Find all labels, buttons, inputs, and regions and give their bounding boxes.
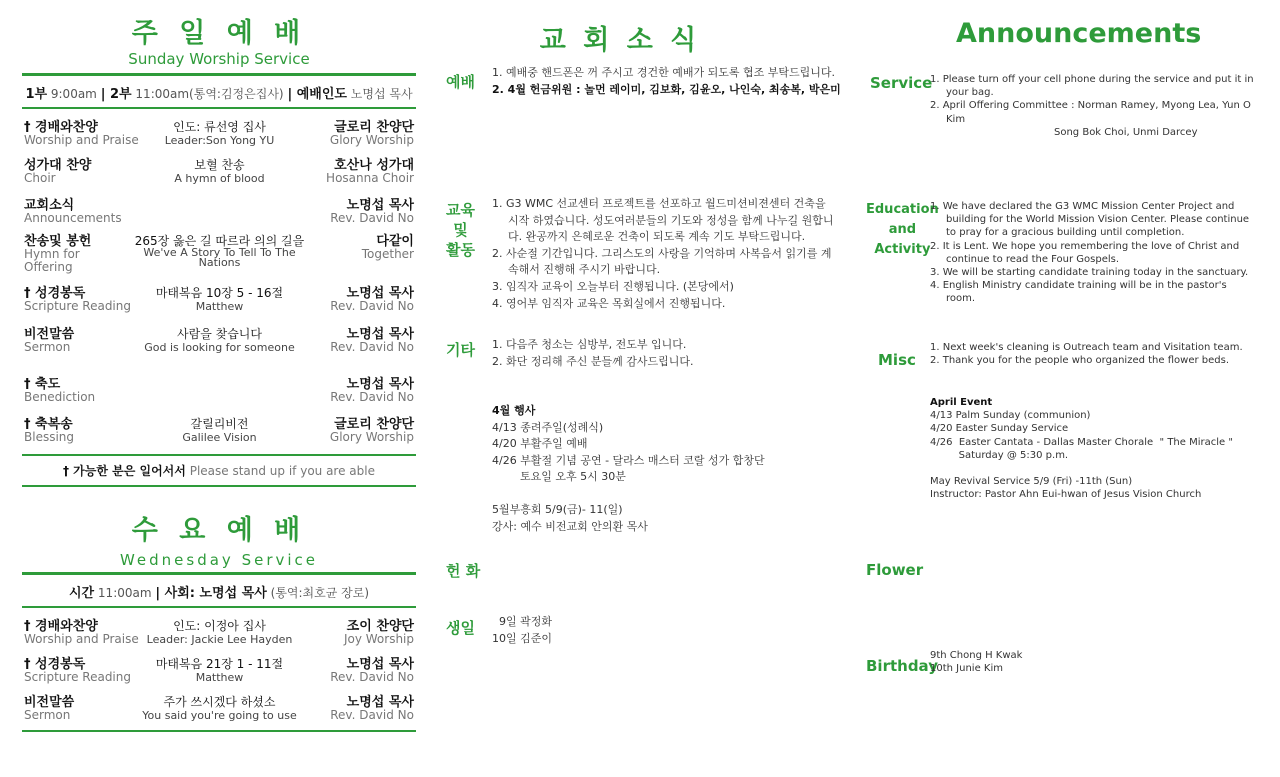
service-order-row	[22, 199, 416, 235]
list-item: Instructor: Pastor Ahn Eui-hwan of Jesus Vision Church	[930, 489, 1202, 501]
misc-list	[930, 341, 1260, 367]
item-name-en: Sermon	[24, 708, 71, 722]
item-detail	[132, 328, 307, 354]
item-leader-en: Rev. David No	[330, 211, 414, 225]
list-item: 2. 화단 정리해 주신 분들께 감사드립니다.	[492, 354, 694, 368]
section-label-education: 교육 및 활동	[446, 201, 475, 259]
item-name-en: Worship and Praise	[24, 632, 139, 646]
item-name-ko: 비전말씀	[24, 695, 75, 710]
time-value: 11:00am	[97, 586, 152, 600]
item-detail-en: We've A Story To Tell To The Nations	[143, 246, 296, 269]
birthday-list	[930, 649, 1130, 675]
item-detail-ko: 갈릴리비전	[190, 417, 249, 431]
wednesday-order-list	[22, 620, 416, 734]
service-order-row	[22, 620, 416, 658]
list-item: 4. English Ministry candidate training will be in the pastor's room.	[930, 280, 1227, 305]
item-leader-en: Glory Worship	[329, 133, 414, 147]
item-leader-ko: 조이 찬양단	[346, 619, 414, 634]
item-name-ko: 찬송및 봉헌	[24, 234, 92, 249]
item-leader-ko: 노명섭 목사	[346, 198, 414, 213]
divider	[22, 107, 416, 109]
item-name-ko: 성가대 찬양	[24, 158, 92, 173]
item-detail-en: Leader:Son Yong YU	[164, 134, 275, 147]
list-item: 4. 영어부 임직자 교육은 목회실에서 진행됩니다.	[492, 296, 726, 310]
standup-note-en: Please stand up if you are able	[189, 464, 375, 478]
church-news-ko	[440, 0, 860, 777]
section-label-education: Education and Activity	[866, 202, 939, 257]
item-detail	[132, 620, 307, 646]
interpreter: (통역:최호균 장로)	[270, 586, 370, 600]
list-item: 강사: 예수 비전교회 안의환 목사	[492, 519, 648, 533]
item-leader-ko: 노명섭 목사	[346, 286, 414, 301]
service-order-row	[22, 287, 416, 328]
list-item: Saturday @ 5:30 p.m.	[930, 449, 1069, 461]
item-leader-en: Joy Worship	[343, 632, 414, 646]
april-events-en	[930, 396, 1260, 501]
item-leader-en: Rev. David No	[330, 708, 414, 722]
list-item: 1. Next week's cleaning is Outreach team and Visitation team.	[930, 342, 1243, 353]
item-name-en: Sermon	[24, 340, 71, 354]
item-detail-ko: 보혈 찬송	[194, 158, 245, 172]
item-name-ko: † 경배와찬양	[24, 619, 98, 634]
section-label-misc: 기타	[446, 341, 475, 359]
news-en-title: Announcements	[956, 18, 1202, 49]
item-name-ko: † 축복송	[24, 417, 73, 432]
list-item: 4/26 Easter Cantata - Dallas Master Chorale " The Miracle "	[930, 436, 1233, 448]
service-order-row	[22, 328, 416, 378]
leader-label: | 예배인도	[287, 87, 347, 102]
item-name-ko: † 경배와찬양	[24, 120, 98, 135]
item-leader-en: Rev. David No	[330, 670, 414, 684]
list-item: 4/20 Easter Sunday Service	[930, 423, 1069, 435]
list-item: 3. 임직자 교육이 오늘부터 진행됩니다. (본당에서)	[492, 279, 734, 293]
list-item: 10일 김준이	[492, 631, 552, 645]
item-leader-en: Rev. David No	[330, 390, 414, 404]
section-label-birthday: Birthday	[866, 657, 938, 675]
item-leader	[284, 328, 414, 354]
list-item: 2. Thank you for the people who organized the flower beds.	[930, 355, 1229, 367]
divider	[22, 606, 416, 608]
item-name-ko: † 성경봉독	[24, 657, 86, 672]
item-detail-ko: 인도: 이정아 집사	[173, 619, 266, 633]
item-detail-ko: 마태복음 21장 1 - 11절	[155, 657, 284, 671]
item-leader	[284, 378, 414, 404]
item-leader-en: Rev. David No	[330, 340, 414, 354]
time-label: 시간	[68, 586, 95, 601]
item-leader	[284, 159, 414, 185]
section-label-birthday: 생일	[446, 619, 475, 637]
item-detail-en: God is looking for someone	[144, 341, 295, 354]
service-order-row	[22, 418, 416, 460]
birthday-list	[492, 614, 692, 647]
list-item: 9일 곽정화	[492, 615, 552, 628]
section-label-misc: Misc	[878, 351, 916, 369]
service-order-row	[22, 658, 416, 696]
section-label-worship: 예배	[446, 73, 475, 91]
item-leader-en: Rev. David No	[330, 299, 414, 313]
worship-order-column	[22, 0, 416, 732]
wednesday-title-en: Wednesday Service	[119, 551, 319, 569]
item-leader-ko: 노명섭 목사	[346, 695, 414, 710]
part1-time: 9:00am	[50, 87, 97, 101]
list-item: 3. We will be starting candidate training today in the sanctuary.	[930, 267, 1249, 279]
leader-name: 노명섭 목사	[350, 87, 413, 101]
item-leader-en: Together	[361, 247, 414, 261]
item-name-ko: † 축도	[24, 377, 61, 392]
list-item: 1. We have declared the G3 WMC Mission Center Project and building for the World Mission Vision Center. Please continue to pray for a gracious building until completion.	[930, 201, 1250, 239]
list-item: 4/13 Palm Sunday (communion)	[930, 410, 1091, 422]
item-name-en: Scripture Reading	[24, 299, 131, 313]
list-item: 5월부흥회 5/9(금)- 11(일)	[492, 502, 623, 516]
item-name-en: Scripture Reading	[24, 670, 131, 684]
item-name	[24, 378, 164, 404]
list-item: 2. 4월 헌금위원 : 놀먼 레이미, 김보화, 김윤오, 나인숙, 최송복, 박은미	[492, 82, 841, 96]
item-leader-ko: 노명섭 목사	[346, 657, 414, 672]
wednesday-title-ko: 수 요 예 배	[131, 515, 307, 546]
item-detail	[132, 235, 307, 268]
item-detail-ko: 사람을 찾습니다	[177, 327, 262, 341]
item-detail-ko: 인도: 류선영 집사	[173, 120, 266, 134]
item-name	[24, 199, 164, 225]
list-item: 4/26 부활절 기념 공연 - 달라스 매스터 코랄 성가 합창단	[492, 453, 765, 467]
item-detail	[132, 121, 307, 147]
service-list	[930, 73, 1260, 139]
item-leader	[284, 287, 414, 313]
item-detail-en: A hymn of blood	[174, 172, 265, 185]
list-item: 2. It is Lent. We hope you remembering the love of Christ and continue to read the Four Gospels.	[930, 240, 1240, 265]
list-item: 4/13 종려주일(성례식)	[492, 420, 604, 434]
news-ko-title: 교 회 소 식	[539, 25, 701, 56]
item-detail	[132, 159, 307, 185]
section-label-flower: 헌 화	[446, 562, 481, 580]
item-detail	[132, 418, 307, 444]
item-name-ko: † 성경봉독	[24, 286, 86, 301]
standup-note	[22, 456, 416, 485]
list-item: 2. April Offering Committee : Norman Ramey, Myong Lea, Yun O Kim	[930, 100, 1251, 125]
service-order-row	[22, 235, 416, 287]
item-leader-en: Glory Worship	[329, 430, 414, 444]
list-item: 1. 예배중 핸드폰은 꺼 주시고 경건한 예배가 되도록 협조 부탁드립니다.	[492, 66, 835, 79]
item-leader	[284, 620, 414, 646]
item-leader-ko: 글로리 찬양단	[334, 120, 414, 135]
item-detail-ko: 주가 쓰시겠다 하셨소	[163, 695, 276, 709]
item-detail-en: Galilee Vision	[182, 431, 257, 444]
item-leader-en: Hosanna Choir	[326, 171, 414, 185]
item-leader	[284, 418, 414, 444]
item-name-ko: 교회소식	[24, 198, 75, 213]
item-name-en: Benediction	[24, 390, 96, 404]
item-leader-ko: 호산나 성가대	[334, 158, 414, 173]
item-detail-en: Matthew	[195, 300, 244, 313]
item-name-en: Blessing	[24, 430, 75, 444]
divider	[22, 485, 416, 487]
item-leader	[284, 199, 414, 225]
list-item: 1. 다음주 청소는 심방부, 전도부 입니다.	[492, 338, 687, 351]
sunday-order-list	[22, 121, 416, 460]
list-item: 1. Please turn off your cell phone during the service and put it in your bag.	[930, 74, 1254, 99]
item-name-en: Worship and Praise	[24, 133, 139, 147]
april-events-title: April Event	[930, 397, 993, 408]
service-order-row	[22, 121, 416, 159]
item-detail-en: You said you're going to use	[142, 709, 297, 722]
list-item: May Revival Service 5/9 (Fri) -11th (Sun)	[930, 476, 1133, 488]
april-events-ko	[492, 403, 837, 535]
sunday-title-ko: 주 일 예 배	[131, 18, 307, 49]
list-item: 1. G3 WMC 선교센터 프로젝트를 선포하고 월드미션비젼센터 건축을 시작 하였습니다. 성도여러분들의 기도와 정성을 함께 나누길 원합니다. 완공까지 은혜로운 건축이 되도록 계속 기도 부탁드립니다.	[492, 197, 834, 244]
item-leader	[284, 696, 414, 722]
item-name-en: Announcements	[24, 211, 122, 225]
section-label-flower: Flower	[866, 561, 924, 579]
host-label: | 사회: 노명섭 목사	[155, 586, 267, 601]
list-item: 2. 사순절 기간입니다. 그리스도의 사랑을 기억하며 사복음서 읽기를 계속해서 진행해 주시기 바랍니다.	[492, 246, 832, 277]
item-detail-ko: 265장 옳은 길 따르라 의의 길을	[134, 234, 305, 248]
item-name-en: Choir	[24, 171, 56, 185]
list-item: 토요일 오후 5시 30분	[492, 470, 626, 484]
item-leader	[284, 658, 414, 684]
item-detail	[132, 696, 307, 722]
item-detail-en: Matthew	[195, 671, 244, 684]
worship-list	[492, 65, 852, 98]
list-item: 9th Chong H Kwak	[930, 650, 1023, 661]
item-detail	[132, 287, 307, 313]
part2-time: 11:00am(통역:김정은집사)	[135, 87, 284, 101]
service-order-row	[22, 378, 416, 418]
april-events-title: 4월 행사	[492, 404, 536, 417]
education-list	[492, 196, 837, 312]
item-detail-en: Leader: Jackie Lee Hayden	[146, 633, 293, 646]
list-item: 4/20 부활주일 예배	[492, 437, 588, 451]
item-leader	[284, 121, 414, 147]
education-list	[930, 200, 1255, 306]
item-name-en: Hymn for Offering	[24, 247, 80, 274]
sunday-title-en: Sunday Worship Service	[128, 50, 310, 68]
service-order-row	[22, 696, 416, 734]
item-leader-ko: 노명섭 목사	[346, 377, 414, 392]
standup-note-ko: † 가능한 분은 일어서서	[63, 464, 186, 478]
list-item: Song Bok Choi, Unmi Darcey	[1054, 126, 1198, 138]
item-detail	[132, 658, 307, 684]
announcements-en	[862, 0, 1272, 777]
item-detail-ko: 마태복음 10장 5 - 16절	[155, 286, 284, 300]
part2-label: | 2부	[100, 87, 132, 102]
item-leader	[284, 235, 414, 261]
item-leader-ko: 다같이	[376, 234, 414, 249]
sunday-info-line	[22, 76, 416, 107]
service-order-row	[22, 159, 416, 199]
list-item: 10th Junie Kim	[930, 663, 1003, 675]
item-name-ko: 비전말씀	[24, 327, 75, 342]
part1-label: 1부	[25, 87, 48, 102]
wednesday-info-line	[22, 575, 416, 606]
item-leader-ko: 노명섭 목사	[346, 327, 414, 342]
misc-list	[492, 337, 837, 370]
section-label-service: Service	[870, 74, 933, 92]
item-leader-ko: 글로리 찬양단	[334, 417, 414, 432]
